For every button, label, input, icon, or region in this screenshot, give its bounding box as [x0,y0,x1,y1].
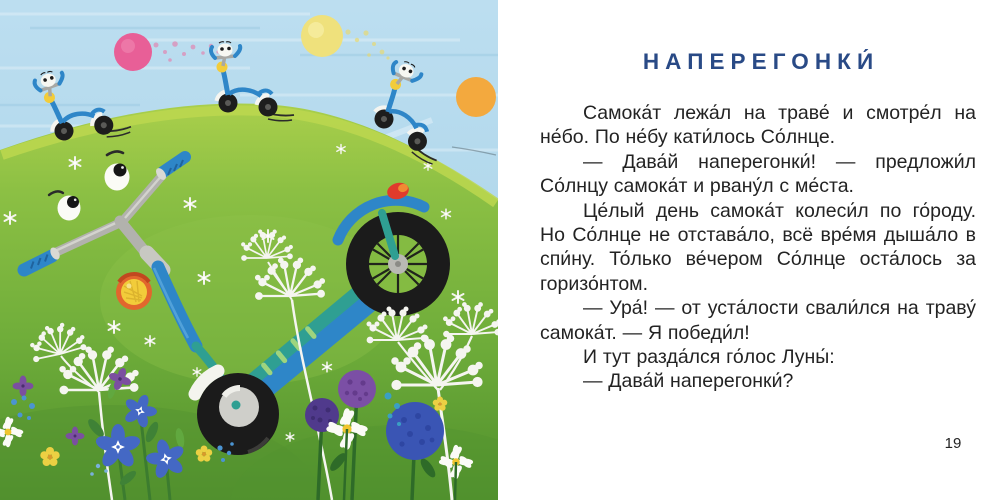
page-title: НАПЕРЕГОНКИ́ [642,49,880,74]
orange-sun-ball [456,77,496,117]
story-paragraph: Це́лый день самока́т колеси́л по го́роду. Но Со́лнце не отстава́ло, всё вре́мя дыша́ло в спи́ну. То́лько ве́чером Со́лнце оста́лось за горизо́нтом. [540,199,976,295]
story-paragraph: — Ура́! — от уста́лости свали́лся на траву́ самока́т. — Я победи́л! [540,297,976,344]
scooter-illustration [0,0,498,500]
story-body [540,101,976,394]
story-paragraph: — Дава́й наперегонки́? [583,370,794,393]
story-paragraph: — Дава́й наперегонки́! — предложи́л Со́лнцу самока́т и рвану́л с ме́ста. [540,150,976,198]
story-text-column [540,49,976,394]
scooter-headlamp [116,274,152,310]
story-paragraph: И тут разда́лся го́лос Луны́: [583,346,835,369]
story-paragraph: Самока́т лежа́л на траве́ и смотре́л на не́бо. По не́бу кати́лось Со́лнце. [540,102,976,149]
page-number: 19 [944,435,962,452]
illustration-panel [0,0,498,500]
